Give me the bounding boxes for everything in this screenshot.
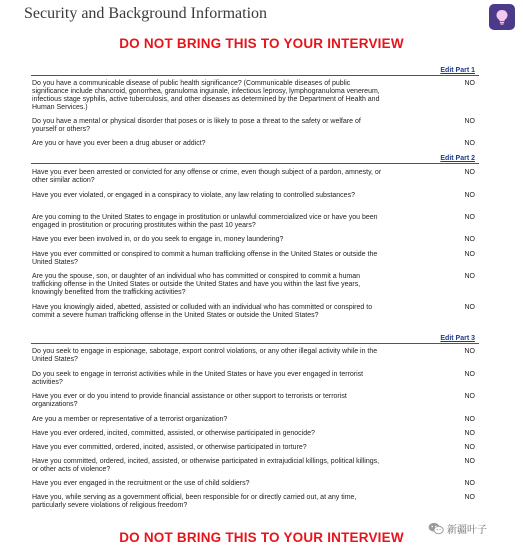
question-row <box>32 118 478 134</box>
divider <box>31 343 479 344</box>
divider <box>31 163 479 164</box>
question-text: Have you ever committed or conspired to commit a human trafficking offense in the United States or outside the United States? <box>32 251 378 266</box>
answer-value: NO <box>464 430 475 437</box>
question-text: Have you knowingly aided, abetted, assisted or colluded with an individual who has committed or conspired to commit a severe human trafficking offense in the United States or outside the United States? <box>32 304 373 319</box>
question-row <box>32 480 478 488</box>
question-row <box>32 304 478 320</box>
question-text: Are you the spouse, son, or daughter of an individual who has committed or conspired to commit a human trafficking offense in the United States or outside the United States and have you within the last five years, knowingly benefited from the trafficking activities? <box>32 273 361 296</box>
answer-value: NO <box>464 118 475 125</box>
question-text: Do you have a communicable disease of public health significance? (Communicable diseases of public significance include chancroid, gonorrhea, granuloma inguinale, infectious leprosy, lymphogranuloma venereum, infectious stage syphilis, active tuberculosis, and other diseases as determined by the Department of Health and Human Services.) <box>32 80 380 111</box>
question-row <box>32 458 478 474</box>
answer-value: NO <box>464 251 475 258</box>
hint-button[interactable] <box>489 4 515 30</box>
question-row <box>32 273 478 297</box>
question-text: Have you, while serving as a government official, been responsible for or directly carried out, at any time, particularly severe violations of religious freedom? <box>32 494 357 509</box>
question-row <box>32 214 478 230</box>
answer-value: NO <box>464 304 475 311</box>
edit-part-1-link[interactable]: Edit Part 1 <box>440 67 475 74</box>
answer-value: NO <box>464 214 475 221</box>
answer-value: NO <box>464 140 475 147</box>
question-text: Have you ever violated, or engaged in a conspiracy to violate, any law relating to controlled substances? <box>32 192 355 199</box>
answer-value: NO <box>464 169 475 176</box>
question-row <box>32 192 478 200</box>
question-text: Do you have a mental or physical disorder that poses or is likely to pose a threat to the safety or welfare of yourself or others? <box>32 118 361 133</box>
lightbulb-icon <box>495 9 509 25</box>
answer-value: NO <box>464 371 475 378</box>
answer-value: NO <box>464 273 475 280</box>
question-text: Have you committed, ordered, incited, assisted, or otherwise participated in extrajudicial killings, political killings, or other acts of violence? <box>32 458 380 473</box>
answer-value: NO <box>464 192 475 199</box>
question-text: Have you ever ordered, incited, committed, assisted, or otherwise participated in genocide? <box>32 430 315 437</box>
question-text: Have you ever been arrested or convicted for any offense or crime, even though subject of a pardon, amnesty, or other similar action? <box>32 169 382 184</box>
page-header <box>0 0 523 30</box>
answer-value: NO <box>464 416 475 423</box>
edit-part-2-link[interactable]: Edit Part 2 <box>440 155 475 162</box>
question-row <box>32 494 478 510</box>
question-text: Do you seek to engage in terrorist activities while in the United States or have you ever engaged in terrorist activities? <box>32 371 364 386</box>
warning-banner-top: DO NOT BRING THIS TO YOUR INTERVIEW <box>119 36 404 51</box>
question-text: Are you coming to the United States to engage in prostitution or unlawful commercialized vice or have you been engaged in prostitution or procuring prostitutes within the past 10 years? <box>32 214 378 229</box>
answer-value: NO <box>464 236 475 243</box>
question-text: Have you ever engaged in the recruitment or the use of child soldiers? <box>32 480 250 487</box>
question-row <box>32 371 478 387</box>
answer-value: NO <box>464 494 475 501</box>
question-row <box>32 348 478 364</box>
question-row <box>32 236 478 244</box>
edit-part-3-link[interactable]: Edit Part 3 <box>440 335 475 342</box>
question-row <box>32 430 478 438</box>
divider <box>31 75 479 76</box>
question-row <box>32 393 478 409</box>
question-text: Do you seek to engage in espionage, sabotage, export control violations, or any other illegal activity while in the United States? <box>32 348 378 363</box>
watermark-text: 新疆叶子 <box>447 525 487 536</box>
wechat-icon <box>428 522 444 535</box>
question-text: Are you or have you ever been a drug abuser or addict? <box>32 140 206 147</box>
answer-value: NO <box>464 393 475 400</box>
answer-value: NO <box>464 458 475 465</box>
question-row <box>32 140 478 148</box>
question-row <box>32 251 478 267</box>
question-text: Have you ever or do you intend to provide financial assistance or other support to terrorists or terrorist organizations? <box>32 393 347 408</box>
answer-value: NO <box>464 80 475 87</box>
question-row <box>32 416 478 424</box>
answer-value: NO <box>464 444 475 451</box>
question-row <box>32 444 478 452</box>
question-text: Are you a member or representative of a terrorist organization? <box>32 416 228 423</box>
warning-banner-bottom: DO NOT BRING THIS TO YOUR INTERVIEW <box>119 530 404 545</box>
page-title: Security and Background Information <box>24 5 268 22</box>
question-row <box>32 80 478 112</box>
answer-value: NO <box>464 348 475 355</box>
question-row <box>32 169 478 185</box>
watermark <box>428 521 487 536</box>
answer-value: NO <box>464 480 475 487</box>
question-text: Have you ever been involved in, or do you seek to engage in, money laundering? <box>32 236 284 243</box>
question-text: Have you ever committed, ordered, incited, assisted, or otherwise participated in torture? <box>32 444 307 451</box>
